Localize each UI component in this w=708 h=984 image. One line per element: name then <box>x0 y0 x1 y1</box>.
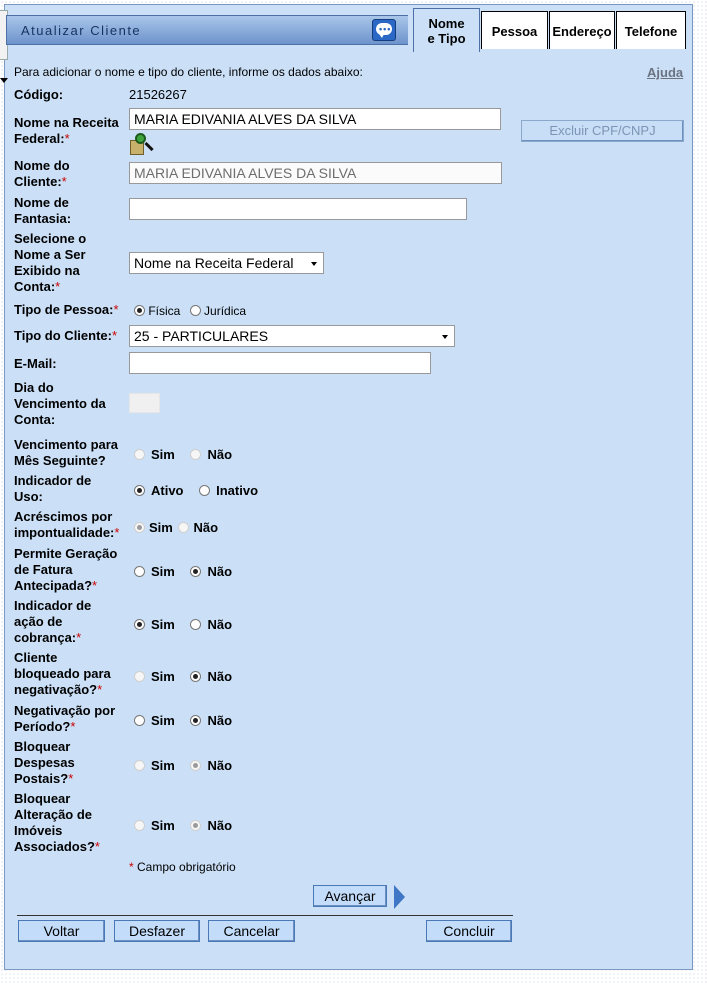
concluir-button[interactable]: Concluir <box>426 920 512 942</box>
dia-vencimento-label: Dia do Vencimento da Conta: <box>14 380 106 427</box>
vencimento-label: Vencimento para Mês Seguinte? <box>14 437 119 468</box>
negativacao-periodo-radios <box>134 713 238 728</box>
nome-receita-input[interactable]: MARIA EDIVANIA ALVES DA SILVA <box>129 108 501 130</box>
radio-sim[interactable] <box>134 566 145 577</box>
nome-exibido-label: Selecione o Nome a Ser Exibido na Conta:* <box>14 231 87 294</box>
title-bar <box>6 15 408 45</box>
tab-telefone[interactable] <box>616 11 686 49</box>
avancar-button[interactable]: Avançar <box>313 885 387 907</box>
select-value: 25 - PARTICULARES <box>134 328 269 344</box>
select-value: Nome na Receita Federal <box>134 255 294 271</box>
tab-nome-e-tipo[interactable] <box>413 8 480 52</box>
radio-label: Sim <box>151 669 175 684</box>
instructions-text: Para adicionar o nome e tipo do cliente, informe os dados abaixo: <box>14 65 363 79</box>
nome-fantasia-label: Nome de Fantasia: <box>14 195 72 226</box>
radio-sim <box>134 522 145 533</box>
tipo-pessoa-radios <box>134 304 252 318</box>
radio-sim[interactable] <box>134 619 145 630</box>
nome-cliente-input[interactable]: MARIA EDIVANIA ALVES DA SILVA <box>129 162 502 184</box>
radio-label: Não <box>207 447 233 462</box>
radio-label: Sim <box>151 617 175 632</box>
radio-nao <box>190 449 201 460</box>
radio-inativo[interactable] <box>199 485 210 496</box>
negativacao-periodo-label: Negativação por Período?* <box>14 703 116 734</box>
indicador-uso-radios <box>134 483 264 498</box>
radio-sim <box>134 671 145 682</box>
acao-cobranca-label: Indicador de ação de cobrança:* <box>14 598 92 645</box>
radio-label: Ativo <box>151 483 184 498</box>
next-arrow-icon[interactable] <box>394 885 405 909</box>
radio-label: Sim <box>149 520 173 535</box>
radio-ativo[interactable] <box>134 485 145 496</box>
nome-cliente-label: Nome do Cliente:* <box>14 158 70 189</box>
chevron-down-icon <box>311 262 317 266</box>
radio-sim <box>134 760 145 771</box>
dia-vencimento-input <box>129 393 160 413</box>
radio-sim[interactable] <box>134 715 145 726</box>
radio-label: Física <box>148 304 181 318</box>
tab-label: e Tipo <box>427 31 466 46</box>
tab-pessoa[interactable] <box>481 11 548 49</box>
dropdown-arrow-icon[interactable] <box>0 78 8 83</box>
despesas-postais-label: Bloquear Despesas Postais?* <box>14 739 75 786</box>
acrescimos-label: Acréscimos por impontualidade:* <box>14 509 120 540</box>
nome-exibido-select[interactable] <box>129 252 324 274</box>
tab-label: Nome <box>428 16 465 31</box>
radio-fisica[interactable] <box>134 305 145 316</box>
radio-label: Sim <box>151 564 175 579</box>
radio-sim <box>134 820 145 831</box>
geracao-fatura-radios <box>134 564 238 579</box>
divider <box>17 915 513 916</box>
radio-label: Jurídica <box>204 304 247 318</box>
acrescimos-radios <box>134 520 224 535</box>
radio-label: Não <box>207 713 233 728</box>
radio-label: Não <box>193 520 219 535</box>
tipo-pessoa-label: Tipo de Pessoa:* <box>14 302 119 317</box>
excluir-cpf-cnpj-button[interactable]: Excluir CPF/CNPJ <box>521 120 684 142</box>
tab-endereco[interactable] <box>549 11 615 49</box>
radio-label: Sim <box>151 713 175 728</box>
radio-label: Não <box>207 818 233 833</box>
alteracao-imoveis-label: Bloquear Alteração de Imóveis Associados?* <box>14 791 100 854</box>
radio-label: Não <box>207 758 233 773</box>
voltar-button[interactable]: Voltar <box>18 920 105 942</box>
radio-nao <box>190 760 201 771</box>
tipo-cliente-label: Tipo do Cliente:* <box>14 328 118 343</box>
codigo-label: Código: <box>14 87 64 102</box>
radio-juridica[interactable] <box>190 305 201 316</box>
tab-label: Telefone <box>624 24 678 39</box>
radio-label: Sim <box>151 758 175 773</box>
indicador-uso-label: Indicador de Uso: <box>14 473 92 504</box>
radio-label: Não <box>207 617 233 632</box>
radio-label: Inativo <box>216 483 259 498</box>
acao-cobranca-radios <box>134 617 238 632</box>
form-frame <box>4 4 693 970</box>
radio-label: Não <box>207 669 233 684</box>
desfazer-button[interactable]: Desfazer <box>114 920 200 942</box>
despesas-postais-radios <box>134 758 238 773</box>
email-label: E-Mail: <box>14 356 57 371</box>
vencimento-radios <box>134 447 238 462</box>
tipo-cliente-select[interactable] <box>129 325 455 347</box>
tab-label: Endereço <box>552 24 612 39</box>
radio-nao[interactable] <box>190 671 201 682</box>
help-link[interactable]: Ajuda <box>647 65 684 80</box>
radio-label: Não <box>207 564 233 579</box>
chat-bubble-icon[interactable]: ••• <box>372 19 396 41</box>
nome-receita-label: Nome na Receita Federal:* <box>14 115 119 146</box>
radio-nao <box>178 522 189 533</box>
radio-label: Sim <box>151 818 175 833</box>
required-field-note: * Campo obrigatório <box>129 860 236 874</box>
alteracao-imoveis-radios <box>134 818 238 833</box>
magnifier-search-icon[interactable] <box>129 133 153 155</box>
radio-sim <box>134 449 145 460</box>
bloqueado-negativacao-radios <box>134 669 238 684</box>
radio-nao[interactable] <box>190 715 201 726</box>
chevron-down-icon <box>442 335 448 339</box>
cancelar-button[interactable]: Cancelar <box>208 920 295 942</box>
radio-nao[interactable] <box>190 566 201 577</box>
bloqueado-negativacao-label: Cliente bloqueado para negativação?* <box>14 650 111 697</box>
radio-nao <box>190 820 201 831</box>
window-title: Atualizar Cliente <box>21 23 142 38</box>
tab-label: Pessoa <box>491 24 538 39</box>
email-input[interactable] <box>129 352 431 374</box>
codigo-value: 21526267 <box>129 87 187 102</box>
geracao-fatura-label: Permite Geração de Fatura Antecipada?* <box>14 546 118 593</box>
nome-fantasia-input[interactable] <box>129 198 467 220</box>
radio-nao[interactable] <box>190 619 201 630</box>
radio-label: Sim <box>151 447 175 462</box>
